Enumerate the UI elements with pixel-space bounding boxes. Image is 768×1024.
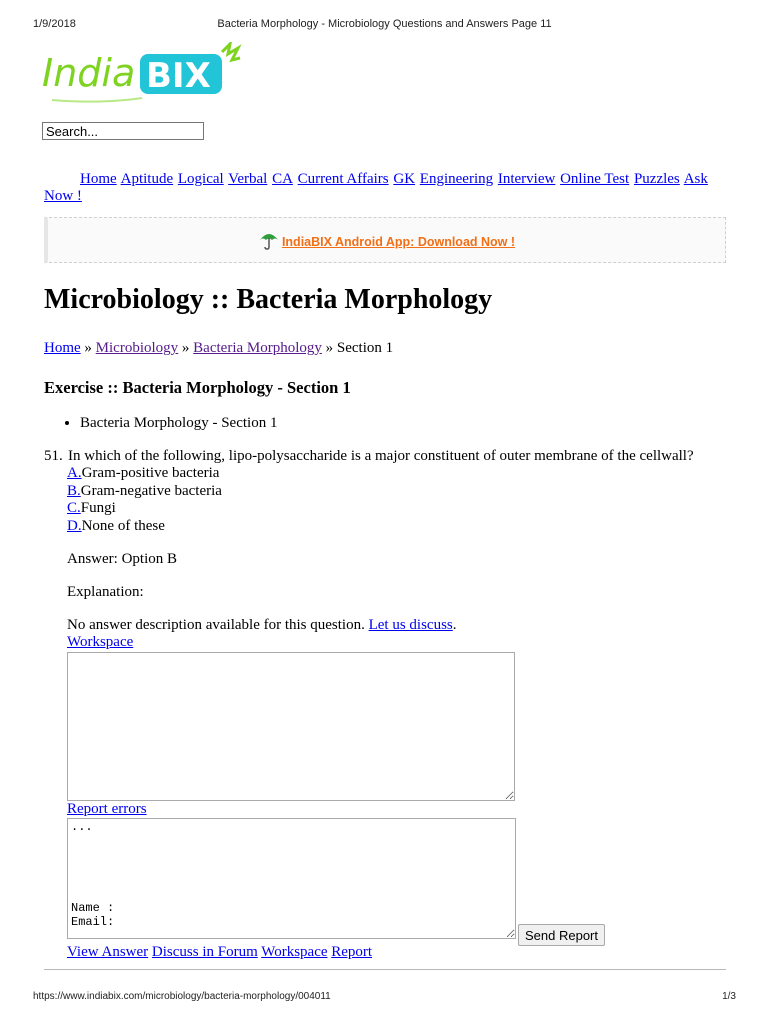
option-d-link[interactable]: D. — [67, 517, 82, 534]
breadcrumb-current: » Section 1 — [321, 340, 394, 356]
option-a-link[interactable]: A. — [67, 465, 82, 481]
print-footer — [33, 991, 736, 1005]
logo-text-india: India — [42, 51, 136, 95]
nav-current-affairs[interactable]: Current Affairs — [297, 171, 389, 187]
print-header — [33, 18, 736, 32]
print-url: https://www.indiabix.com/microbiology/bacteria-morphology/004011 — [33, 991, 331, 1002]
logo-text-bix: BIX — [146, 56, 211, 96]
breadcrumb — [44, 340, 393, 357]
option-d-text: None of these — [81, 517, 165, 534]
report-errors-link[interactable]: Report errors — [67, 801, 147, 817]
workspace-link[interactable]: Workspace — [67, 634, 134, 650]
android-app-banner — [44, 217, 726, 263]
nav-gk[interactable]: GK — [393, 171, 416, 187]
exercise-heading: Exercise :: Bacteria Morphology - Section 1 — [44, 378, 351, 397]
option-b-link[interactable]: B. — [67, 482, 81, 499]
breadcrumb-bacteria-morphology[interactable]: Bacteria Morphology — [193, 340, 322, 356]
main-nav — [44, 171, 720, 205]
logo-graphic — [42, 42, 242, 108]
page-title: Microbiology :: Bacteria Morphology — [44, 284, 493, 315]
question-text: In which of the following, lipo-polysaccharide is a major constituent of outer membrane of the cellwall? — [68, 448, 694, 464]
no-answer-text: No answer description available for this question. — [67, 617, 365, 633]
nav-logical[interactable]: Logical — [177, 171, 224, 187]
nav-interview[interactable]: Interview — [497, 171, 556, 187]
search-input[interactable] — [42, 122, 204, 140]
view-answer-link[interactable]: View Answer — [67, 944, 149, 960]
print-title: Bacteria Morphology - Microbiology Questions and Answers Page 11 — [217, 18, 552, 30]
print-page-number: 1/3 — [722, 991, 736, 1002]
nav-aptitude[interactable]: Aptitude — [120, 171, 174, 187]
answer-text: Answer: Option B — [67, 551, 177, 567]
breadcrumb-home[interactable]: Home — [44, 340, 81, 356]
breadcrumb-separator: » — [178, 340, 194, 356]
android-app-download-link[interactable]: IndiaBIX Android App: Download Now ! — [281, 235, 516, 249]
option-c — [67, 500, 222, 518]
question-number: 51. — [44, 448, 63, 464]
option-c-text: Fungi — [80, 500, 116, 516]
option-a-text: Gram-positive bacteria — [81, 465, 220, 481]
option-c-link[interactable]: C. — [67, 500, 81, 516]
option-a — [67, 465, 222, 483]
nav-online-test[interactable]: Online Test — [560, 171, 630, 187]
breadcrumb-separator: » — [80, 340, 96, 356]
umbrella-icon — [258, 230, 280, 250]
option-d — [67, 518, 222, 536]
discuss-in-forum-link[interactable]: Discuss in Forum — [151, 944, 258, 960]
workspace-action-link[interactable]: Workspace — [261, 944, 328, 960]
nav-verbal[interactable]: Verbal — [228, 171, 268, 187]
indiabix-logo[interactable] — [42, 42, 242, 108]
explanation-text — [67, 617, 457, 634]
report-action-link[interactable]: Report — [331, 944, 373, 960]
section-list-item: • Bacteria Morphology - Section 1 — [80, 415, 277, 432]
nav-home[interactable]: Home — [80, 171, 117, 187]
send-report-button[interactable]: Send Report — [518, 924, 605, 946]
nav-ask-now[interactable]: Ask Now ! — [44, 171, 708, 204]
report-textarea[interactable] — [67, 818, 516, 939]
explanation-label: Explanation: — [67, 584, 144, 600]
question-actions — [67, 944, 372, 961]
breadcrumb-microbiology[interactable]: Microbiology — [95, 340, 179, 356]
divider — [44, 969, 726, 970]
nav-engineering[interactable]: Engineering — [419, 171, 494, 187]
discuss-link[interactable]: Let us discuss — [368, 617, 453, 633]
section-list — [44, 415, 277, 432]
nav-puzzles[interactable]: Puzzles — [633, 171, 680, 187]
nav-ca[interactable]: CA — [272, 171, 293, 187]
option-b-text: Gram-negative bacteria — [80, 482, 222, 499]
workspace-textarea[interactable] — [67, 652, 515, 801]
option-b — [67, 483, 222, 501]
period: . — [452, 617, 457, 633]
print-date: 1/9/2018 — [33, 18, 76, 30]
answer-options — [67, 465, 222, 535]
